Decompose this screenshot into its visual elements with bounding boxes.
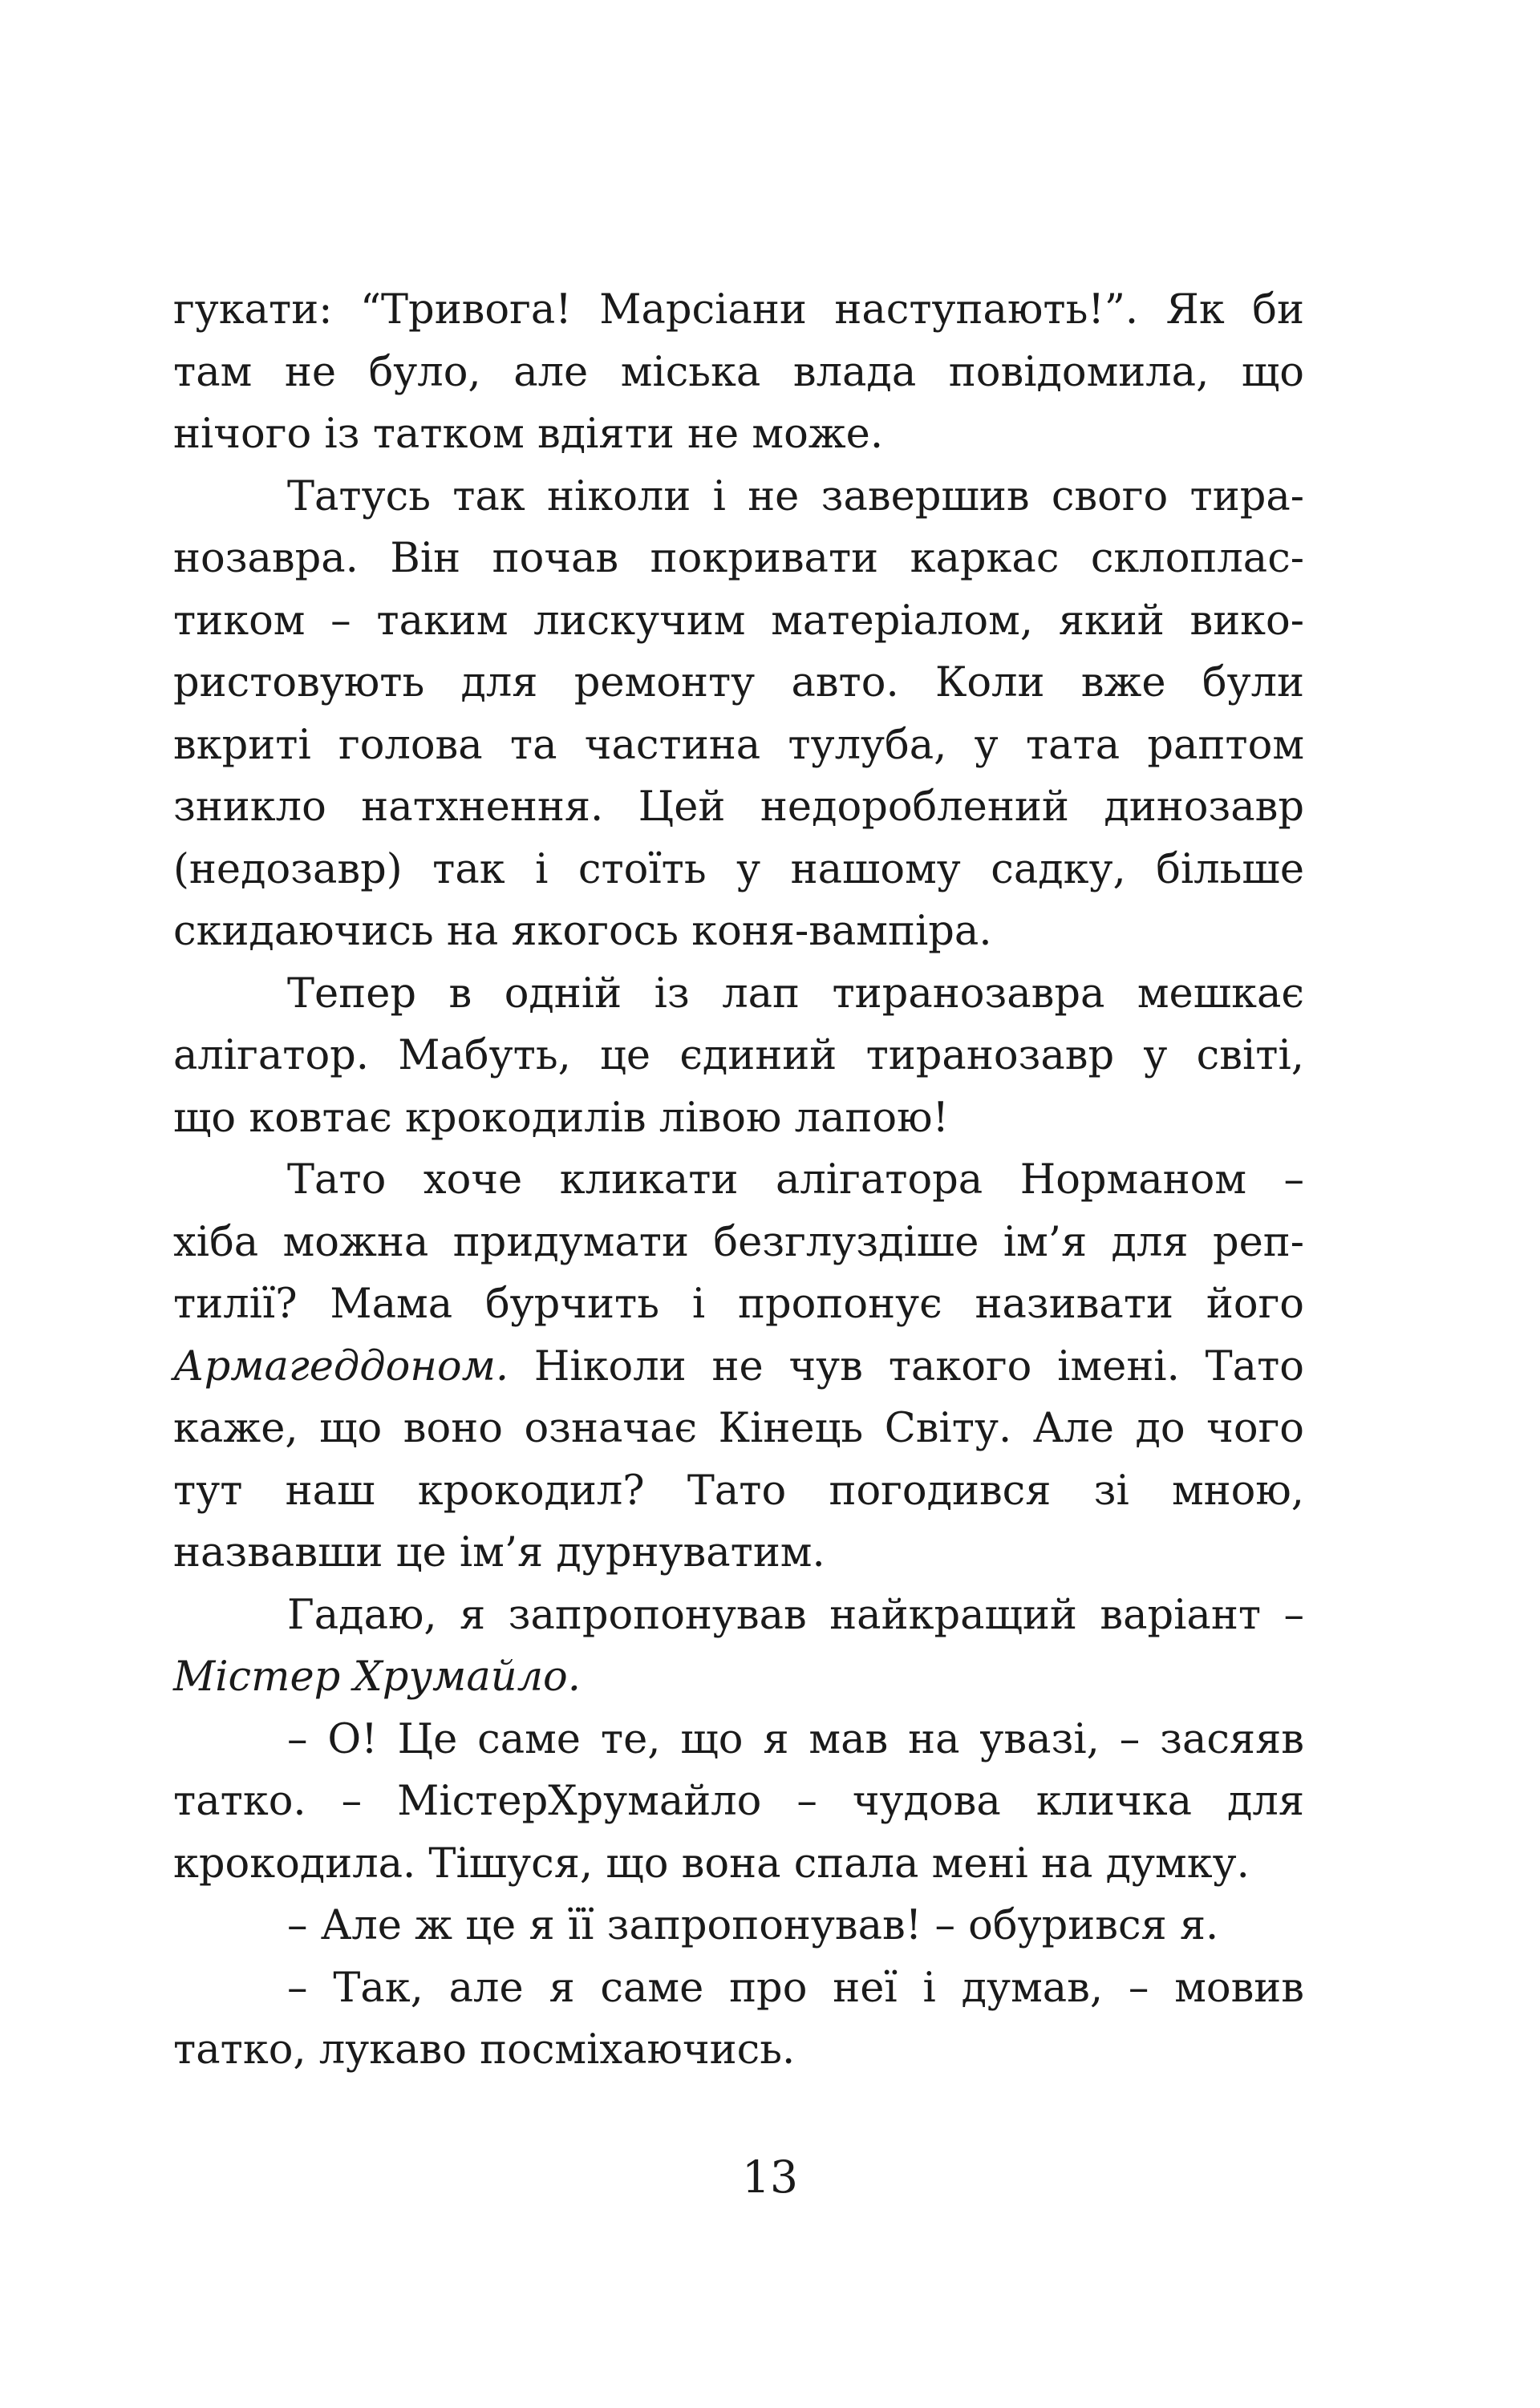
text-line: – Так, але я саме про неї і думав, – мовив — [287, 1964, 1304, 2012]
paragraph — [173, 1957, 1304, 2082]
italic-name: Армагеддоном. — [173, 1342, 509, 1390]
text-line: Гадаю, я запропонував найкращий варіант – — [287, 1591, 1304, 1639]
text-line: вкриті голова та частина тулуба, у тата раптом — [173, 721, 1304, 769]
paragraph — [173, 279, 1304, 466]
text-line: зникло натхнення. Цей недороблений динозавр — [173, 783, 1304, 831]
text-line: – О! Це саме те, що я мав на увазі, – засяяв — [287, 1715, 1304, 1763]
page-number: 13 — [742, 2151, 798, 2203]
text-line: нічого із татком вдіяти не може. — [173, 411, 884, 458]
text-line: скидаючись на якогось коня-вампіра. — [173, 908, 992, 955]
text-line — [173, 1646, 1304, 1709]
paragraph — [173, 1149, 1304, 1584]
text-line: ристовують для ремонту авто. Коли вже були — [173, 659, 1304, 706]
paragraph — [173, 1895, 1304, 1957]
text-line: крокодила. Тішуся, що вона спала мені на думку. — [173, 1839, 1250, 1888]
italic-name: Містер Хрумайло. — [173, 1653, 581, 1701]
text-line: назвавши це ім’я дурнуватим. — [173, 1529, 825, 1576]
text-line: тут наш крокодил? Тато погодився зі мною, — [173, 1467, 1304, 1515]
text-line: – Але ж це я її запропонував! – обурився я. — [287, 1902, 1219, 1949]
paragraph — [173, 466, 1304, 963]
page-text — [173, 279, 1304, 2082]
text-line: нозавра. Він почав покривати каркас склоплас- — [173, 535, 1304, 582]
paragraph — [173, 963, 1304, 1150]
text-fragment: Ніколи не чув такого імені. Тато — [509, 1342, 1304, 1390]
text-line: що ковтає крокодилів лівою лапою! — [173, 1094, 949, 1142]
text-line: там не було, але міська влада повідомила, що — [173, 348, 1304, 396]
text-line: алігатор. Мабуть, це єдиний тиранозавр у світі, — [173, 1032, 1304, 1079]
text-line: татко. – МістерХрумайло – чудова кличка для — [173, 1778, 1304, 1825]
text-line: Тато хоче кликати алігатора Норманом – — [287, 1156, 1304, 1204]
text-line: гукати: “Тривога! Марсіани наступають!”. Як би — [173, 286, 1304, 334]
text-line: хіба можна придумати безглуздіше ім’я для реп- — [173, 1218, 1304, 1266]
text-line: Татусь так ніколи і не завершив свого тира- — [287, 472, 1304, 520]
paragraph — [173, 1584, 1304, 1709]
text-line: тиком – таким лискучим матеріалом, який вико- — [173, 597, 1304, 645]
text-line: Тепер в одній із лап тиранозавра мешкає — [287, 969, 1304, 1018]
text-line: тилії? Мама бурчить і пропонує називати його — [173, 1281, 1304, 1328]
paragraph — [173, 1709, 1304, 1896]
text-line: татко, лукаво посміхаючись. — [173, 2026, 796, 2074]
text-line: каже, що воно означає Кінець Світу. Але до чого — [173, 1405, 1304, 1452]
text-line — [173, 1336, 1304, 1398]
text-line: (недозавр) так і стоїть у нашому садку, більше — [173, 845, 1304, 893]
